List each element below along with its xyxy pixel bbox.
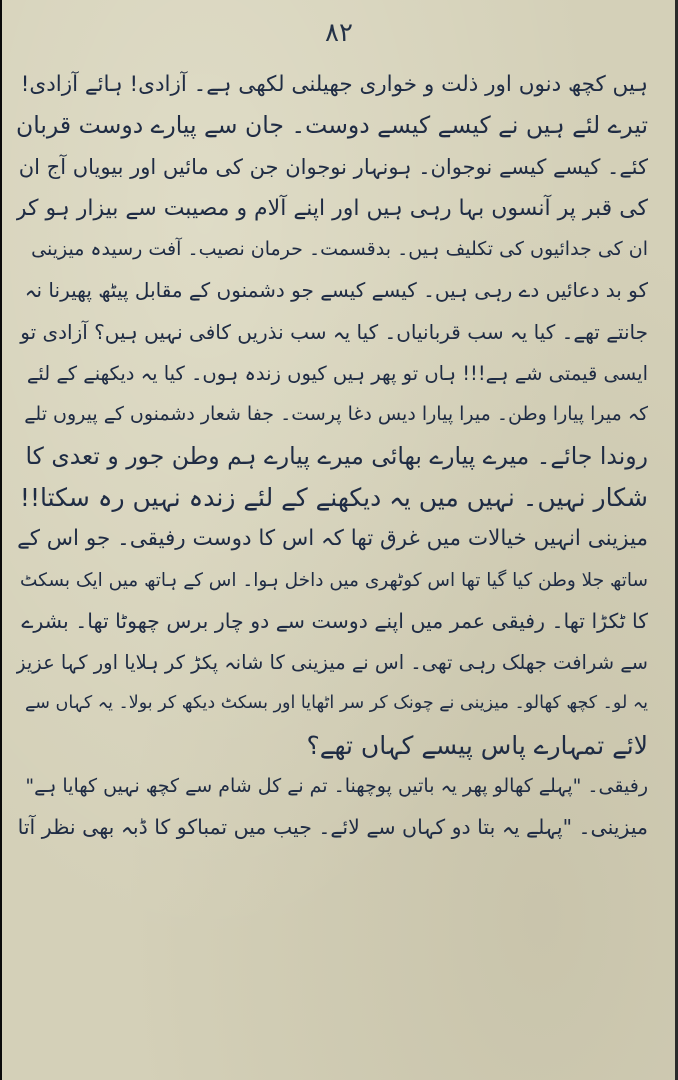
text-line: ساتھ جلا وطن کیا گیا تھا اس کوٹھری میں داخل ہوا۔ اس کے ہاتھ میں ایک بسکٹ <box>19 569 648 591</box>
text-line: شکار نہیں۔ نہیں میں یہ دیکھنے کے لئے زندہ نہیں رہ سکتا!! <box>19 482 648 512</box>
text-line: ہیں کچھ دنوں اور ذلت و خواری جھیلنی لکھی ہے۔ آزادی! ہائے آزادی! <box>20 72 648 97</box>
text-line: لائے تمہارے پاس پیسے کہاں تھے؟ <box>306 730 648 760</box>
page-number: ۸۲ <box>325 18 353 48</box>
text-line: ایسی قیمتی شے ہے!!! ہاں تو پھر ہیں کیوں زندہ ہوں۔ کیا یہ دیکھنے کے لئے <box>26 362 648 386</box>
text-line: ان کی جدائیوں کی تکلیف ہیں۔ بدقسمت۔ حرمان نصیب۔ آفت رسیدہ میزینی <box>31 238 648 261</box>
text-line: یہ لو۔ کچھ کھالو۔ میزینی نے چونک کر سر اٹھایا اور بسکٹ دیکھ کر بولا۔ یہ کہاں سے <box>25 693 648 714</box>
text-line: سے شرافت جھلک رہی تھی۔ اس نے میزینی کا شانہ پکڑ کر ہلایا اور کہا عزیز <box>16 651 648 675</box>
text-line: میزینی انہیں خیالات میں غرق تھا کہ اس کا دوست رفیقی۔ جو اس کے <box>17 526 648 552</box>
text-line: کئے۔ کیسے کیسے نوجوان۔ ہونہار نوجوان جن کی مائیں اور بیویاں آج ان <box>18 154 648 179</box>
text-line: رفیقی۔ "پہلے کھالو پھر یہ باتیں پوچھنا۔ تم نے کل شام سے کچھ نہیں کھایا ہے" <box>25 775 648 798</box>
text-line: کہ میرا پیارا وطن۔ میرا پیارا دیس دغا پرست۔ جفا شعار دشمنوں کے پیروں تلے <box>24 403 648 426</box>
text-line: کا ٹکڑا تھا۔ رفیقی عمر میں اپنے دوست سے دو چار برس چھوٹا تھا۔ بشرے <box>21 608 648 633</box>
text-line: تیرے لئے ہیں نے کیسے کیسے دوست۔ جان سے پیارے دوست قربان <box>16 111 648 140</box>
book-page <box>2 0 676 1080</box>
text-line: میزینی۔ "پہلے یہ بتا دو کہاں سے لائے۔ جیب میں تمباکو کا ڈبہ بھی نظر آتا <box>17 815 648 840</box>
page-body-text <box>16 64 648 849</box>
text-line: روندا جائے۔ میرے پیارے بھائی میرے پیارے ہم وطن جور و تعدی کا <box>25 441 648 470</box>
text-line: کی قبر پر آنسوں بہا رہی ہیں اور اپنے آلام و مصیبت سے بیزار ہو کر <box>16 195 648 221</box>
text-line: جانتے تھے۔ کیا یہ سب قربانیاں۔ کیا یہ سب نذریں کافی نہیں ہیں؟ آزادی تو <box>20 319 648 344</box>
text-line: کو بد دعائیں دے رہی ہیں۔ کیسے کیسے جو دشمنوں کے مقابل پیٹھ پھیرنا نہ <box>24 278 648 303</box>
